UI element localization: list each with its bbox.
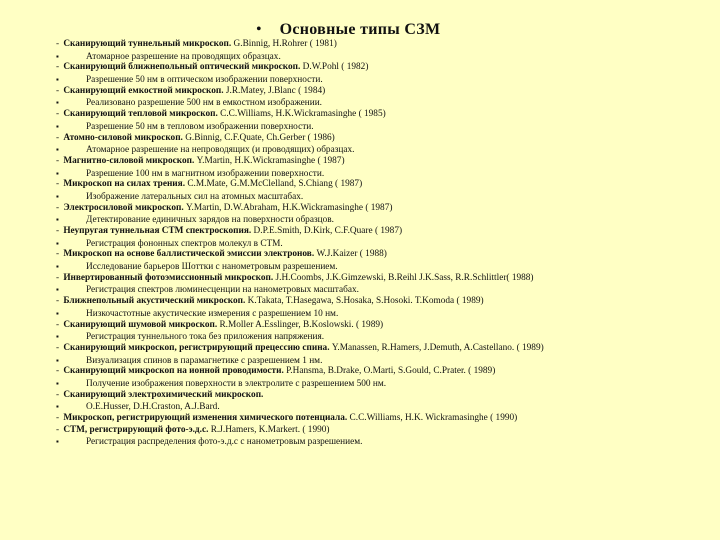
list-item-heading: [56, 109, 706, 121]
dash-marker: -: [56, 85, 60, 96]
microscope-authors: C.C.Williams, H.K. Wickramasinghe ( 1990): [347, 413, 518, 423]
list-item-detail: [56, 51, 706, 63]
list-item-heading: [56, 366, 706, 378]
microscope-name: Сканирующий микроскоп, регистрирующий прецессию спина.: [61, 342, 330, 353]
microscope-description: Атомарное разрешение на проводящих образцах.: [86, 51, 281, 62]
bullet-marker: ▪: [56, 262, 59, 272]
microscope-list: [56, 39, 706, 448]
microscope-description: Атомарное разрешение на непроводящих (и проводящих) образцах.: [86, 145, 355, 156]
bullet-marker: ▪: [56, 238, 59, 248]
dash-marker: -: [56, 155, 60, 166]
bullet-marker: ▪: [56, 437, 59, 447]
dash-marker: -: [56, 296, 60, 307]
bullet-marker: ▪: [56, 285, 59, 295]
list-item-heading: [56, 425, 706, 437]
list-item-detail: [56, 436, 706, 448]
list-item-heading: [56, 203, 706, 215]
list-item-detail: [56, 74, 706, 86]
list-item-heading: [56, 390, 706, 402]
list-item-detail: [56, 331, 706, 343]
microscope-name: Инвертированный фотоэмиссионный микроскоп.: [61, 272, 274, 283]
list-item-heading: [56, 413, 706, 425]
microscope-authors: K.Takata, T.Hasegawa, S.Hosaka, S.Hosoki. T.Komoda ( 1989): [245, 296, 484, 307]
microscope-description: Детектирование единичных зарядов на поверхности образцов.: [86, 215, 334, 226]
list-item-detail: [56, 284, 706, 296]
microscope-name: Сканирующий туннельный микроскоп.: [61, 39, 232, 49]
title-row: [0, 21, 720, 39]
list-item-detail: [56, 401, 706, 413]
bullet-marker: ▪: [56, 98, 59, 108]
microscope-authors: W.J.Kaizer ( 1988): [314, 249, 387, 260]
microscope-name: Ближнепольный акустический микроскоп.: [61, 296, 246, 307]
list-item-detail: [56, 168, 706, 180]
list-item-detail: [56, 238, 706, 250]
dash-marker: -: [56, 389, 60, 400]
microscope-name: Сканирующий электрохимический микроскоп.: [61, 389, 264, 400]
dash-marker: -: [56, 132, 60, 143]
microscope-name: Сканирующий емкостной микроскоп.: [61, 85, 224, 96]
microscope-description: Разрешение 50 нм в оптическом изображении поверхности.: [86, 75, 323, 86]
dash-marker: -: [56, 226, 60, 236]
list-item-detail: [56, 144, 706, 156]
microscope-name: Электросиловой микроскоп.: [61, 202, 184, 213]
dash-marker: -: [56, 342, 60, 353]
list-item-detail: [56, 355, 706, 367]
dash-marker: -: [56, 202, 60, 213]
bullet-marker: ▪: [56, 332, 59, 342]
microscope-authors: R.J.Hamers, K.Markert. ( 1990): [208, 424, 330, 435]
bullet-marker: ▪: [56, 145, 59, 155]
microscope-authors: R.Moller A.Esslinger, B.Koslowski. ( 1989): [217, 319, 384, 330]
microscope-name: Сканирующий ближнепольный оптический микроскоп.: [61, 62, 301, 73]
list-item-heading: [56, 343, 706, 355]
microscope-authors: P.Hansma, B.Drake, O.Marti, S.Gould, C.Prater. ( 1989): [283, 366, 496, 377]
list-item-detail: [56, 214, 706, 226]
list-item-heading: [56, 133, 706, 145]
microscope-description: O.E.Husser, D.H.Craston, A.J.Bard.: [86, 402, 220, 413]
microscope-description: Исследование барьеров Шоттки с нанометровым разрешением.: [86, 262, 338, 273]
list-item-heading: [56, 62, 706, 74]
microscope-authors: D.W.Pohl ( 1982): [300, 62, 369, 73]
dash-marker: -: [56, 424, 60, 435]
bullet-marker: ▪: [56, 308, 59, 318]
bullet-marker: ▪: [56, 191, 59, 201]
microscope-description: Разрешение 50 нм в тепловом изображении поверхности.: [86, 121, 314, 132]
list-item-heading: [56, 86, 706, 98]
bullet-marker: ▪: [56, 51, 59, 61]
list-item-detail: [56, 378, 706, 390]
microscope-name: Сканирующий шумовой микроскоп.: [61, 319, 218, 330]
bullet-marker: ▪: [56, 355, 59, 365]
title-bullet: •: [256, 21, 262, 38]
list-item-heading: [56, 39, 706, 51]
microscope-authors: G.Binnig, H.Rohrer ( 1981): [231, 39, 337, 49]
microscope-description: Регистрация фононных спектров молекул в СТМ.: [86, 238, 283, 249]
microscope-description: Получение изображения поверхности в электролите с разрешением 500 нм.: [86, 378, 387, 389]
microscope-authors: Y.Martin, D.W.Abraham, H.K.Wickramasinghe ( 1987): [183, 202, 393, 213]
list-item-heading: [56, 156, 706, 168]
dash-marker: -: [56, 109, 60, 120]
microscope-description: Разрешение 100 нм в магнитном изображении поверхности.: [86, 168, 325, 179]
microscope-description: Регистрация спектров люминесценции на нанометровых масштабах.: [86, 285, 359, 296]
bullet-marker: ▪: [56, 215, 59, 225]
dash-marker: -: [56, 179, 60, 190]
list-item-heading: [56, 296, 706, 308]
dash-marker: -: [56, 413, 60, 423]
microscope-description: Визуализация спинов в парамагнетике с разрешением 1 нм.: [86, 355, 323, 366]
dash-marker: -: [56, 39, 60, 49]
microscope-authors: G.Binnig, C.F.Quate, Ch.Gerber ( 1986): [182, 132, 335, 143]
list-item-detail: [56, 191, 706, 203]
bullet-marker: ▪: [56, 75, 59, 85]
microscope-authors: Y.Martin, H.K.Wickramasinghe ( 1987): [194, 155, 345, 166]
dash-marker: -: [56, 249, 60, 260]
microscope-name: Сканирующий тепловой микроскоп.: [61, 109, 218, 120]
dash-marker: -: [56, 366, 60, 377]
bullet-marker: ▪: [56, 168, 59, 178]
microscope-authors: J.R.Matey, J.Blanc ( 1984): [223, 85, 326, 96]
microscope-authors: C.M.Mate, G.M.McClelland, S.Chiang ( 1987): [185, 179, 363, 190]
list-item-heading: [56, 226, 706, 238]
microscope-description: Низкочастотные акустические измерения с разрешением 10 нм.: [86, 308, 339, 319]
microscope-name: СТМ, регистрирующий фото-э.д.с.: [61, 424, 209, 435]
microscope-authors: C.C.Williams, H.K.Wickramasinghe ( 1985): [217, 109, 386, 120]
microscope-name: Атомно-силовой микроскоп.: [61, 132, 183, 143]
microscope-description: Реализовано разрешение 500 нм в емкостном изображении.: [86, 98, 322, 109]
microscope-name: Неупругая туннельная СТМ спектроскопия.: [61, 226, 252, 236]
microscope-authors: Y.Manassen, R.Hamers, J.Demuth, A.Castellano. ( 1989): [329, 342, 544, 353]
microscope-name: Магнитно-силовой микроскоп.: [61, 155, 195, 166]
list-item-detail: [56, 97, 706, 109]
microscope-name: Микроскоп, регистрирующий изменения химического потенциала.: [61, 413, 348, 423]
microscope-authors: J.H.Coombs, J.K.Gimzewski, B.Reihl J.K.Sass, R.R.Schlittler( 1988): [273, 272, 534, 283]
microscope-authors: D.P.E.Smith, D.Kirk, C.F.Quare ( 1987): [251, 226, 403, 236]
bullet-marker: ▪: [56, 378, 59, 388]
list-item-heading: [56, 273, 706, 285]
list-item-heading: [56, 320, 706, 332]
dash-marker: -: [56, 272, 60, 283]
bullet-marker: ▪: [56, 121, 59, 131]
page-title: Основные типы СЗМ: [279, 21, 441, 38]
microscope-name: Микроскоп на основе баллистической эмиссии электронов.: [61, 249, 315, 260]
list-item-detail: [56, 121, 706, 133]
microscope-name: Сканирующий микроскоп на ионной проводимости.: [61, 366, 284, 377]
microscope-description: Изображение латеральных сил на атомных масштабах.: [86, 191, 304, 202]
microscope-description: Регистрация распределения фото-э.д.с с нанометровым разрешением.: [86, 437, 363, 448]
dash-marker: -: [56, 319, 60, 330]
microscope-name: Микроскоп на силах трения.: [61, 179, 186, 190]
bullet-marker: ▪: [56, 402, 59, 412]
microscope-description: Регистрация туннельного тока без приложения напряжения.: [86, 332, 325, 343]
list-item-heading: [56, 249, 706, 261]
list-item-heading: [56, 179, 706, 191]
list-item-detail: [56, 261, 706, 273]
list-item-detail: [56, 308, 706, 320]
dash-marker: -: [56, 62, 60, 73]
